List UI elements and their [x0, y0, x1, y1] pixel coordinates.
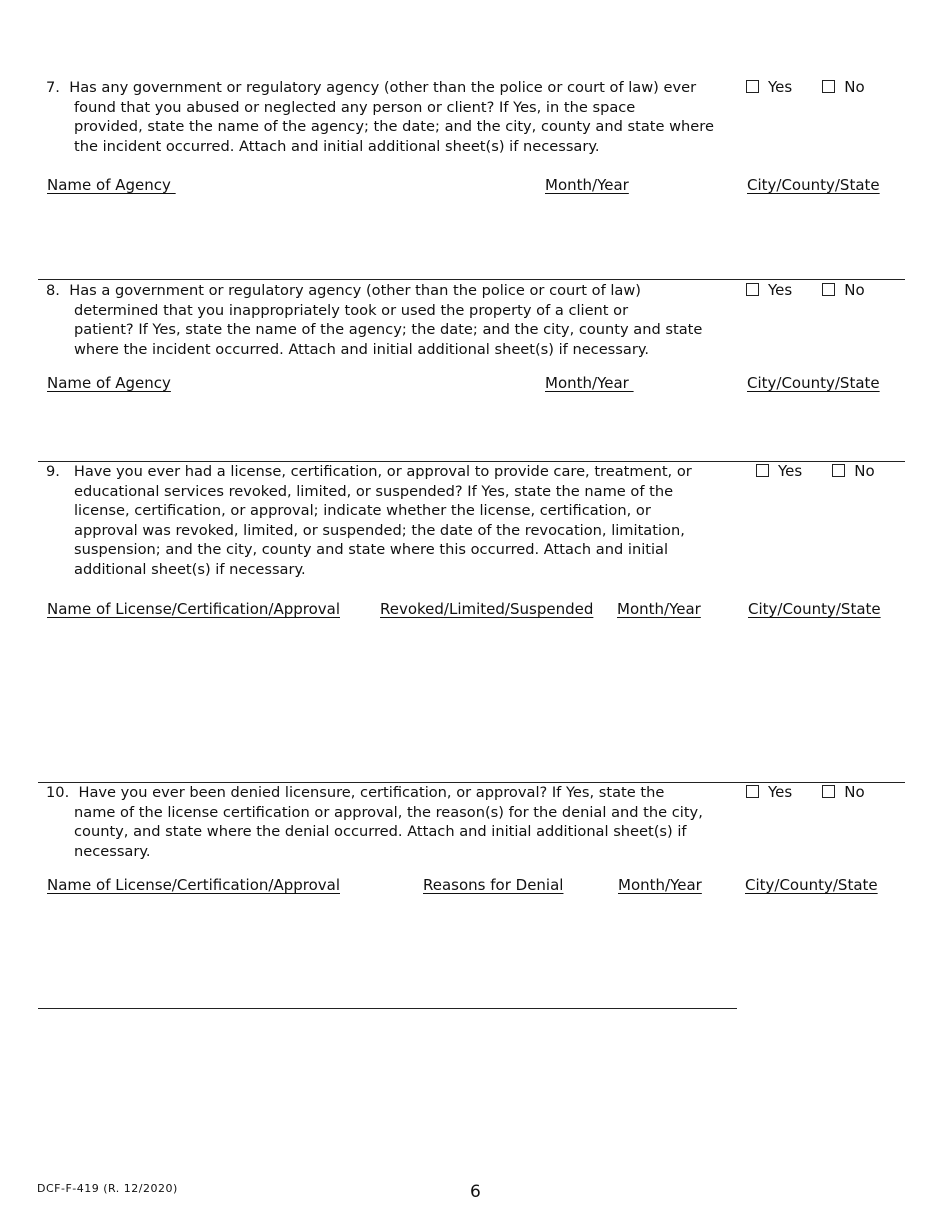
- question-text-line: determined that you inappropriately took or used the property of a client or: [74, 301, 629, 319]
- q9-yes-no: [756, 462, 875, 481]
- question-text-line: suspension; and the city, county and state where this occurred. Attach and initial: [74, 541, 669, 559]
- yes-label: Yes: [778, 462, 803, 480]
- column-header-month-year: Month/Year: [617, 600, 701, 618]
- question-number: 8.: [46, 282, 60, 299]
- no-label: No: [844, 281, 865, 299]
- column-header-agency: Name of Agency: [47, 374, 171, 392]
- question-text-line: necessary.: [74, 842, 151, 860]
- q8-yes-checkbox[interactable]: [746, 283, 759, 296]
- question-number: 9.: [46, 463, 60, 480]
- page-number: 6: [470, 1182, 481, 1202]
- question-text-line: patient? If Yes, state the name of the agency; the date; and the city, county and state: [74, 321, 703, 339]
- form-id: DCF-F-419 (R. 12/2020): [37, 1182, 178, 1195]
- column-header-reasons-for-denial: Reasons for Denial: [423, 876, 564, 894]
- question-8: [46, 281, 702, 359]
- yes-label: Yes: [768, 281, 793, 299]
- q10-yes-checkbox[interactable]: [746, 785, 759, 798]
- question-text-line: Have you ever been denied licensure, certification, or approval? If Yes, state the: [78, 784, 665, 801]
- section-divider: [38, 279, 905, 280]
- question-text-line: county, and state where the denial occurred. Attach and initial additional sheet(s) if: [74, 823, 687, 841]
- column-header-license: Name of License/Certification/Approval: [47, 876, 340, 894]
- question-text-line: Has a government or regulatory agency (other than the police or court of law): [69, 282, 641, 299]
- yes-label: Yes: [768, 78, 793, 96]
- column-header-city-county-state: City/County/State: [747, 374, 880, 392]
- no-label: No: [844, 78, 865, 96]
- question-text-line: the incident occurred. Attach and initial additional sheet(s) if necessary.: [74, 137, 600, 155]
- q10-no-checkbox[interactable]: [822, 785, 835, 798]
- column-header-city-county-state: City/County/State: [748, 600, 881, 618]
- question-number: 7.: [46, 79, 60, 96]
- q9-yes-checkbox[interactable]: [756, 464, 769, 477]
- question-9: [46, 462, 692, 580]
- question-text-line: where the incident occurred. Attach and initial additional sheet(s) if necessary.: [74, 340, 650, 358]
- no-label: No: [854, 462, 875, 480]
- column-header-month-year: Month/Year: [618, 876, 702, 894]
- question-text-line: provided, state the name of the agency; the date; and the city, county and state where: [74, 118, 714, 136]
- q8-no-checkbox[interactable]: [822, 283, 835, 296]
- question-number: 10.: [46, 784, 70, 801]
- question-10: [46, 783, 703, 861]
- question-text-line: name of the license certification or approval, the reason(s) for the denial and the city,: [74, 803, 703, 821]
- question-text-line: additional sheet(s) if necessary.: [74, 560, 306, 578]
- question-text-line: Have you ever had a license, certification, or approval to provide care, treatment, or: [73, 463, 692, 480]
- question-text-line: educational services revoked, limited, or suspended? If Yes, state the name of the: [74, 482, 674, 500]
- question-7: [46, 78, 714, 156]
- column-header-license: Name of License/Certification/Approval: [47, 600, 340, 618]
- no-label: No: [844, 783, 865, 801]
- question-text-line: approval was revoked, limited, or suspended; the date of the revocation, limitation,: [74, 521, 685, 539]
- section-divider: [38, 1008, 737, 1009]
- column-header-month-year: Month/Year: [545, 374, 634, 392]
- column-header-city-county-state: City/County/State: [745, 876, 878, 894]
- q7-yes-checkbox[interactable]: [746, 80, 759, 93]
- column-header-month-year: Month/Year: [545, 176, 629, 194]
- column-header-agency: Name of Agency: [47, 176, 176, 194]
- column-header-city-county-state: City/County/State: [747, 176, 880, 194]
- q7-no-checkbox[interactable]: [822, 80, 835, 93]
- column-header-revoked-limited-suspended: Revoked/Limited/Suspended: [380, 600, 594, 618]
- question-text-line: found that you abused or neglected any person or client? If Yes, in the space: [74, 98, 636, 116]
- question-text-line: license, certification, or approval; indicate whether the license, certification, or: [74, 502, 651, 520]
- q9-no-checkbox[interactable]: [832, 464, 845, 477]
- q8-yes-no: [746, 281, 865, 300]
- q10-yes-no: [746, 783, 865, 802]
- question-text-line: Has any government or regulatory agency (other than the police or court of law) ever: [69, 79, 697, 96]
- q7-yes-no: [746, 78, 865, 97]
- yes-label: Yes: [768, 783, 793, 801]
